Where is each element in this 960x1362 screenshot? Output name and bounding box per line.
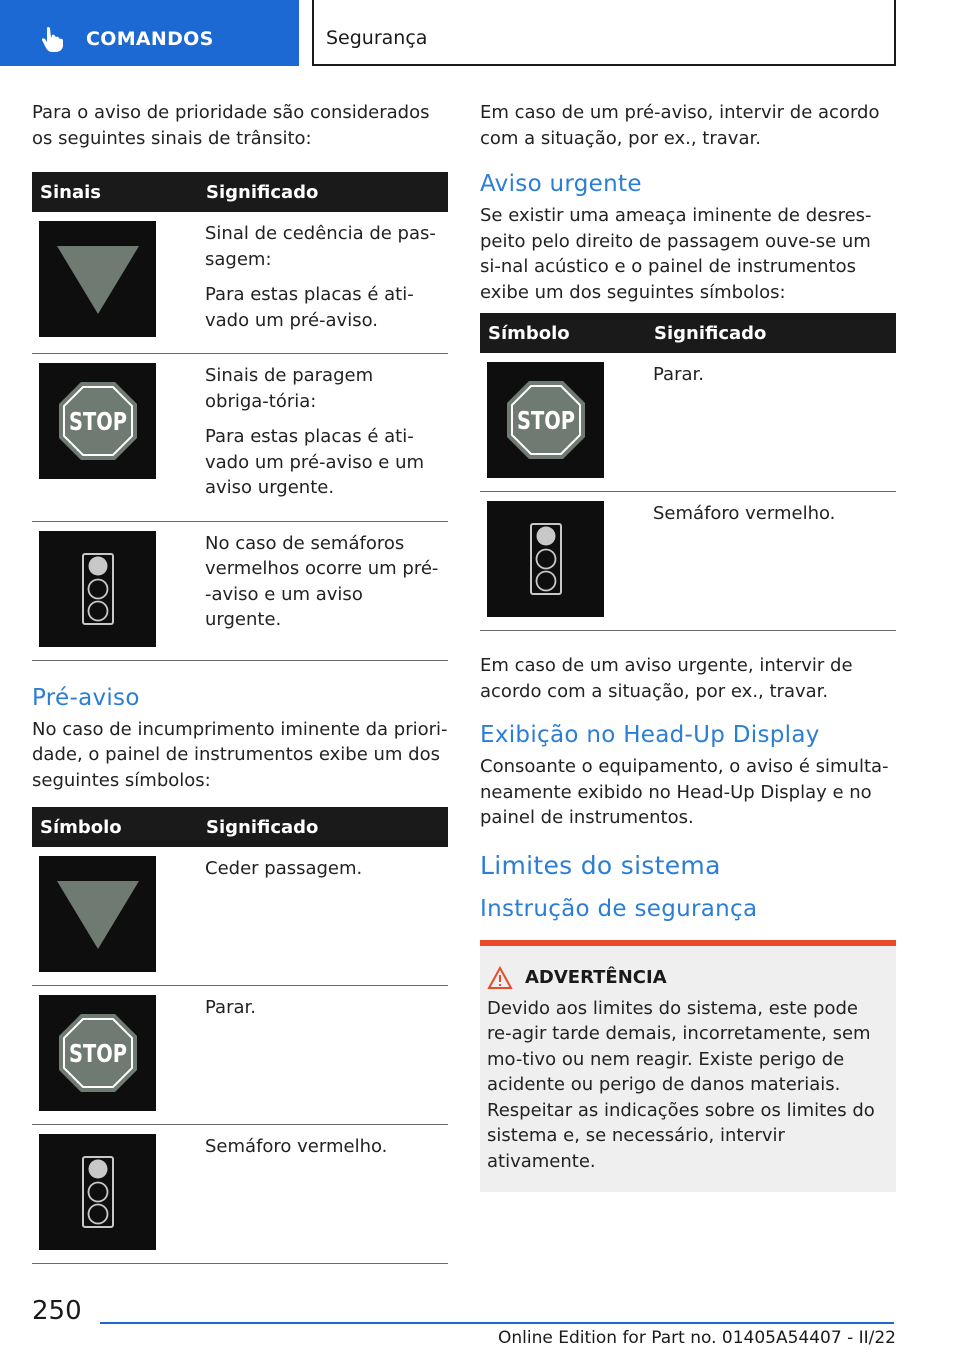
hand-pointer-icon [38, 24, 68, 54]
footer-edition: Online Edition for Part no. 01405A54407 - II/22 [497, 1328, 896, 1348]
yield-sign-icon [39, 221, 156, 337]
preaviso-text: No caso de incumprimento iminente da priori-dade, o painel de instrumentos exibe um dos seguintes símbolos: [32, 718, 448, 791]
table-header-col1: Sinais [32, 172, 198, 212]
table-cell: No caso de semáforos vermelhos ocorre um pré--aviso e um aviso urgente. [198, 521, 448, 660]
table-header-col1: Símbolo [32, 807, 198, 847]
intro-text: Em caso de um pré-aviso, intervir de acordo com a situação, por ex., travar. [480, 102, 880, 149]
traffic-light-icon [487, 501, 604, 617]
table-header [32, 172, 448, 212]
urgente-text: Se existir uma ameaça iminente de desres-peito pelo direito de passagem ouve-se um si-nal acústico e o painel de instrumentos exibe um dos seguintes símbolos: [480, 205, 872, 303]
table-header-col1: Símbolo [480, 313, 646, 353]
table-row [32, 354, 448, 522]
left-column [32, 100, 448, 1264]
table-header [32, 807, 448, 847]
hud-text: Consoante o equipamento, o aviso é simulta-neamente exibido no Head-Up Display e no painel de instrumentos. [480, 756, 889, 828]
svg-text:STOP: STOP [68, 407, 127, 436]
section-tab[interactable] [0, 0, 299, 66]
safety-heading: Instrução de segurança [480, 895, 758, 922]
urgente-after-text: Em caso de um aviso urgente, intervir de acordo com a situação, por ex., travar. [480, 655, 853, 702]
stop-sign-icon [487, 362, 604, 478]
intro-text: Para o aviso de prioridade são considerados os seguintes sinais de trânsito: [32, 102, 430, 149]
table-row [32, 521, 448, 660]
yield-sign-icon [39, 856, 156, 972]
table-row [480, 492, 896, 631]
warning-title: ADVERTÊNCIA [525, 967, 667, 988]
table-row [32, 847, 448, 986]
urgente-table [480, 313, 896, 631]
preaviso-table [32, 807, 448, 1264]
section-label: COMANDOS [86, 28, 214, 50]
right-column [480, 100, 896, 1192]
footer-divider [100, 1322, 894, 1324]
table-cell: Parar. [198, 986, 448, 1125]
table-header-col2: Significado [198, 172, 448, 212]
warning-triangle-icon [487, 966, 513, 990]
table-row [32, 986, 448, 1125]
table-row [32, 1125, 448, 1264]
stop-sign-icon [39, 995, 156, 1111]
table-header [480, 313, 896, 353]
page-number: 250 [32, 1296, 82, 1326]
svg-text:STOP: STOP [516, 406, 575, 435]
warning-title-row [487, 966, 888, 990]
svg-text:STOP: STOP [68, 1039, 127, 1068]
table-cell: Semáforo vermelho. [198, 1125, 448, 1264]
table-cell: Ceder passagem. [198, 847, 448, 986]
table-cell: Sinal de cedência de pas-sagem: Para estas placas é ati-vado um pré-aviso. [198, 212, 448, 354]
traffic-light-icon [39, 1134, 156, 1250]
warning-text: Devido aos limites do sistema, este pode re-agir tarde demais, incorretamente, sem mo-tivo ou nem reagir. Existe perigo de acidente ou perigo de danos materiais. Respeitar as indicações sobre os limites do sistema e, se necessário, intervir ativamente. [487, 997, 875, 1172]
table-cell: Parar. [646, 353, 896, 492]
table-header-col2: Significado [646, 313, 896, 353]
table-cell: Sinais de paragem obriga-tória: Para estas placas é ati-vado um pré-aviso e um aviso urgente. [198, 354, 448, 522]
stop-sign-icon [39, 363, 156, 479]
table-row [480, 353, 896, 492]
urgente-heading: Aviso urgente [480, 171, 642, 197]
table-header-col2: Significado [198, 807, 448, 847]
hud-heading: Exibição no Head-Up Display [480, 722, 820, 748]
table-row [32, 212, 448, 354]
table-cell: Semáforo vermelho. [646, 492, 896, 631]
signs-table [32, 172, 448, 661]
limits-heading: Limites do sistema [480, 850, 721, 880]
chapter-header [312, 0, 896, 66]
chapter-label: Segurança [326, 27, 428, 49]
warning-box [480, 940, 896, 1193]
traffic-light-icon [39, 531, 156, 647]
preaviso-heading: Pré-aviso [32, 684, 140, 711]
